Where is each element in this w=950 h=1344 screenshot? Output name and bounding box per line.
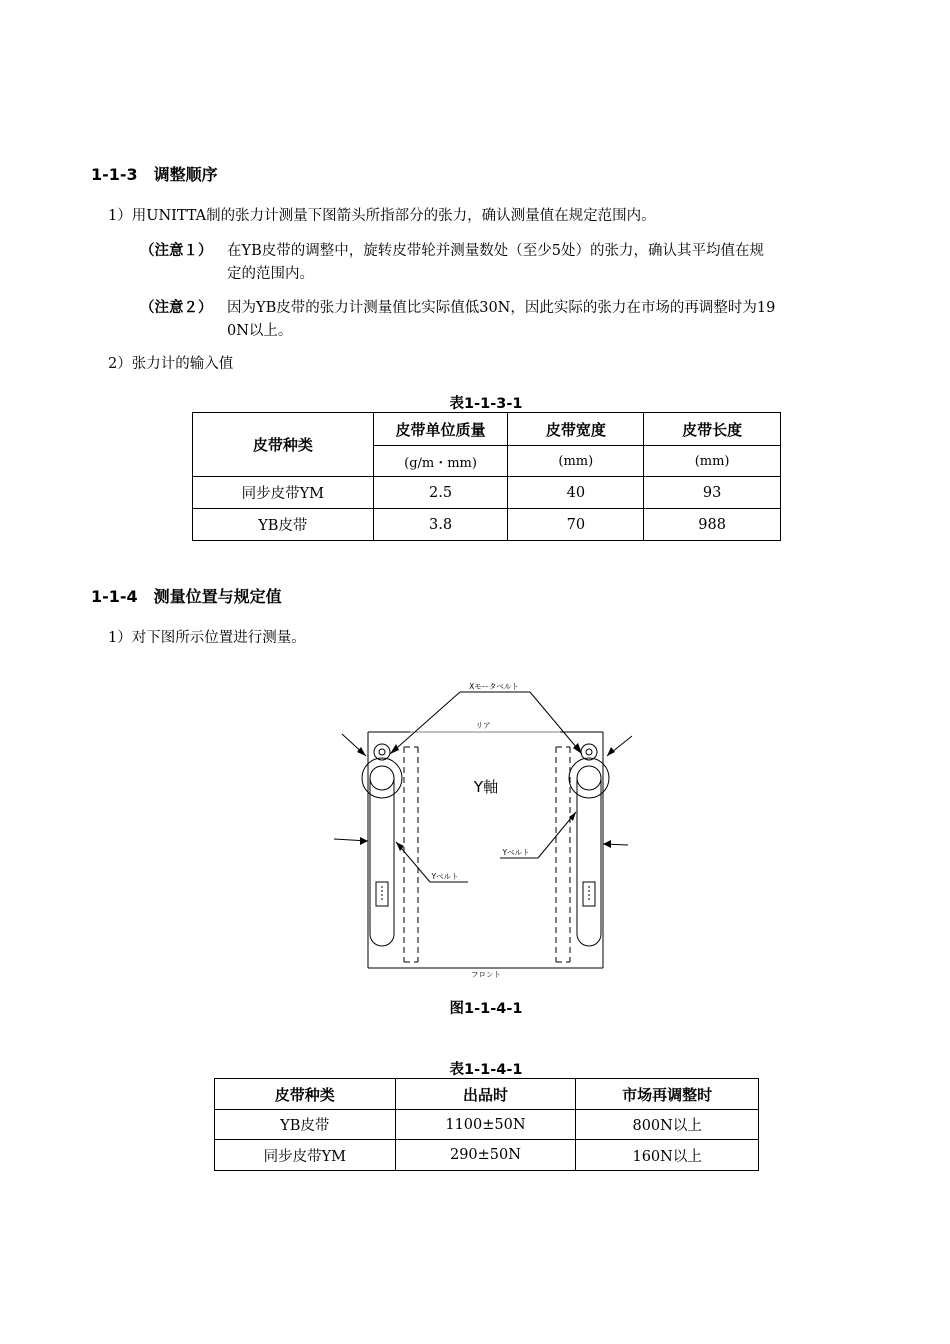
cell-type: YB皮带 (215, 1110, 396, 1140)
tension-input-table (192, 412, 781, 541)
note-2-line-1: 因为YB皮带的张力计测量值比实际值低30N，因此实际的张力在市场的再调整时为19 (227, 300, 776, 316)
label-y-belt-right: Yベルト (502, 848, 530, 857)
cell-length: 93 (644, 477, 781, 509)
step-1-text: 1）用UNITTA制的张力计测量下图箭头所指部分的张力，确认测量值在规定范围内。 (108, 208, 656, 224)
table-row (215, 1140, 759, 1171)
cell-type: YB皮带 (193, 509, 374, 541)
cell-length: 988 (644, 509, 781, 541)
note-2-label: （注意２） (140, 300, 213, 316)
section-heading-measure-position: 1-1-4 测量位置与规定值 (91, 587, 282, 606)
belt-measurement-diagram (320, 672, 640, 984)
unit-length: (mm) (644, 446, 781, 477)
unit-mass: (g/m・mm) (373, 446, 508, 477)
figure-caption: 图1-1-4-1 (449, 1001, 523, 1017)
label-y-axis: Y軸 (473, 778, 499, 796)
label-front: フロント (471, 970, 501, 979)
header-market-readjust: 市场再调整时 (576, 1079, 759, 1110)
step-2-text: 2）张力计的输入值 (108, 356, 234, 372)
header-belt-type: 皮带种类 (193, 413, 374, 477)
section-heading-adjust-order: 1-1-3 调整顺序 (91, 165, 218, 184)
header-belt-width: 皮带宽度 (508, 413, 644, 446)
table-row (215, 1110, 759, 1140)
table-2-caption: 表1-1-4-1 (449, 1062, 523, 1078)
label-x-motor-belt: Xモータベルト (469, 682, 519, 691)
cell-market: 800N以上 (576, 1110, 759, 1140)
header-at-shipment: 出品时 (395, 1079, 576, 1110)
header-belt-length: 皮带长度 (644, 413, 781, 446)
header-unit-mass: 皮带单位质量 (373, 413, 508, 446)
cell-width: 70 (508, 509, 644, 541)
cell-type: 同步皮带YM (215, 1140, 396, 1171)
cell-mass: 2.5 (373, 477, 508, 509)
step-measure-text: 1）对下图所示位置进行测量。 (108, 630, 306, 646)
note-2-line-2: 0N以上。 (227, 323, 293, 339)
note-1-label: （注意１） (140, 243, 213, 259)
cell-shipment: 290±50N (395, 1140, 576, 1171)
table-row (193, 509, 781, 541)
cell-mass: 3.8 (373, 509, 508, 541)
tension-spec-table (214, 1078, 759, 1171)
label-rear: リア (475, 721, 491, 730)
cell-width: 40 (508, 477, 644, 509)
note-1-line-2: 定的范围内。 (227, 266, 314, 282)
note-1-line-1: 在YB皮带的调整中，旋转皮带轮并测量数处（至少5处）的张力，确认其平均值在规 (227, 243, 764, 259)
label-y-belt-left: Yベルト (431, 872, 459, 881)
table-1-caption: 表1-1-3-1 (449, 396, 523, 412)
header-belt-type: 皮带种类 (215, 1079, 396, 1110)
table-row (193, 477, 781, 509)
cell-market: 160N以上 (576, 1140, 759, 1171)
cell-shipment: 1100±50N (395, 1110, 576, 1140)
cell-type: 同步皮带YM (193, 477, 374, 509)
unit-width: (mm) (508, 446, 644, 477)
